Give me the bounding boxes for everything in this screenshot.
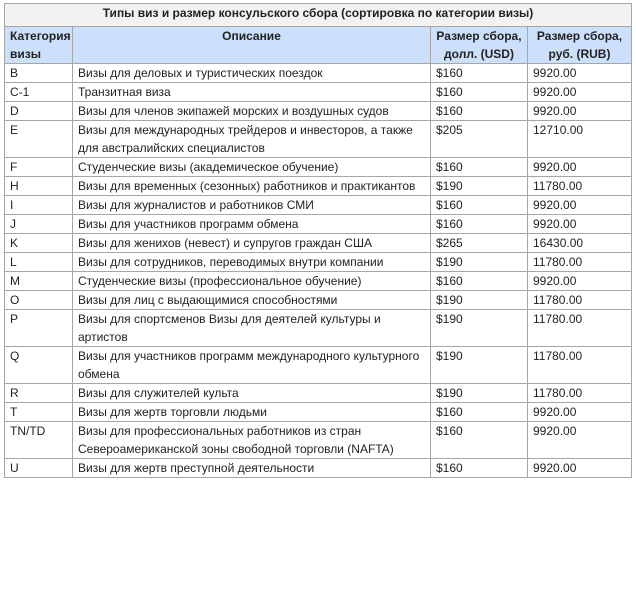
cell-description: Визы для журналистов и работников СМИ bbox=[73, 196, 431, 215]
cell-fee-usd: $160 bbox=[431, 64, 528, 83]
table-row bbox=[5, 234, 632, 253]
cell-category: K bbox=[5, 234, 73, 253]
cell-category: TN/TD bbox=[5, 422, 73, 459]
cell-category: U bbox=[5, 459, 73, 478]
cell-category: R bbox=[5, 384, 73, 403]
cell-fee-rub: 11780.00 bbox=[528, 310, 632, 347]
cell-fee-usd: $160 bbox=[431, 102, 528, 121]
cell-fee-rub: 9920.00 bbox=[528, 158, 632, 177]
cell-fee-usd: $205 bbox=[431, 121, 528, 158]
table-row bbox=[5, 102, 632, 121]
table-row bbox=[5, 384, 632, 403]
cell-fee-rub: 9920.00 bbox=[528, 102, 632, 121]
cell-fee-rub: 11780.00 bbox=[528, 253, 632, 272]
cell-description: Визы для профессиональных работников из стран Североамериканской зоны свободной торговли (NAFTA) bbox=[73, 422, 431, 459]
table-row bbox=[5, 347, 632, 384]
cell-fee-usd: $160 bbox=[431, 459, 528, 478]
table-row bbox=[5, 83, 632, 102]
cell-fee-usd: $190 bbox=[431, 384, 528, 403]
cell-description: Студенческие визы (профессиональное обучение) bbox=[73, 272, 431, 291]
table-row bbox=[5, 158, 632, 177]
table-row bbox=[5, 64, 632, 83]
cell-fee-usd: $190 bbox=[431, 177, 528, 196]
cell-description: Визы для участников программ обмена bbox=[73, 215, 431, 234]
cell-fee-rub: 11780.00 bbox=[528, 291, 632, 310]
cell-category: D bbox=[5, 102, 73, 121]
cell-fee-rub: 9920.00 bbox=[528, 83, 632, 102]
cell-fee-rub: 9920.00 bbox=[528, 272, 632, 291]
cell-fee-rub: 9920.00 bbox=[528, 459, 632, 478]
table-header-row bbox=[5, 27, 632, 64]
cell-description: Визы для служителей культа bbox=[73, 384, 431, 403]
header-category: Категория визы bbox=[5, 27, 73, 64]
cell-category: T bbox=[5, 403, 73, 422]
cell-fee-usd: $160 bbox=[431, 215, 528, 234]
header-description: Описание bbox=[73, 27, 431, 64]
cell-category: P bbox=[5, 310, 73, 347]
cell-fee-usd: $160 bbox=[431, 83, 528, 102]
cell-fee-usd: $265 bbox=[431, 234, 528, 253]
cell-description: Визы для лиц с выдающимися способностями bbox=[73, 291, 431, 310]
cell-description: Транзитная виза bbox=[73, 83, 431, 102]
header-fee-rub: Размер сбора, руб. (RUB) bbox=[528, 27, 632, 64]
cell-description: Визы для жертв преступной деятельности bbox=[73, 459, 431, 478]
cell-category: E bbox=[5, 121, 73, 158]
cell-fee-rub: 11780.00 bbox=[528, 177, 632, 196]
cell-description: Визы для временных (сезонных) работников и практикантов bbox=[73, 177, 431, 196]
table-row bbox=[5, 196, 632, 215]
cell-fee-usd: $160 bbox=[431, 196, 528, 215]
table-row bbox=[5, 291, 632, 310]
table-row bbox=[5, 310, 632, 347]
cell-fee-usd: $190 bbox=[431, 347, 528, 384]
cell-fee-rub: 9920.00 bbox=[528, 403, 632, 422]
cell-fee-rub: 9920.00 bbox=[528, 215, 632, 234]
cell-fee-usd: $190 bbox=[431, 310, 528, 347]
cell-description: Визы для жертв торговли людьми bbox=[73, 403, 431, 422]
table-caption-row bbox=[5, 4, 632, 27]
cell-category: F bbox=[5, 158, 73, 177]
cell-category: B bbox=[5, 64, 73, 83]
cell-category: J bbox=[5, 215, 73, 234]
cell-fee-rub: 11780.00 bbox=[528, 347, 632, 384]
cell-fee-usd: $190 bbox=[431, 253, 528, 272]
visa-fee-table bbox=[4, 3, 632, 478]
cell-category: O bbox=[5, 291, 73, 310]
cell-fee-usd: $160 bbox=[431, 272, 528, 291]
table-row bbox=[5, 272, 632, 291]
cell-fee-rub: 9920.00 bbox=[528, 422, 632, 459]
cell-description: Визы для спортсменов Визы для деятелей культуры и артистов bbox=[73, 310, 431, 347]
cell-fee-usd: $160 bbox=[431, 158, 528, 177]
cell-fee-usd: $190 bbox=[431, 291, 528, 310]
table-row bbox=[5, 121, 632, 158]
table-row bbox=[5, 253, 632, 272]
table-row bbox=[5, 215, 632, 234]
cell-fee-usd: $160 bbox=[431, 403, 528, 422]
cell-description: Визы для участников программ международного культурного обмена bbox=[73, 347, 431, 384]
table-caption: Типы виз и размер консульского сбора (сортировка по категории визы) bbox=[5, 4, 632, 27]
cell-fee-usd: $160 bbox=[431, 422, 528, 459]
cell-category: Q bbox=[5, 347, 73, 384]
cell-fee-rub: 11780.00 bbox=[528, 384, 632, 403]
table-row bbox=[5, 422, 632, 459]
cell-description: Визы для сотрудников, переводимых внутри компании bbox=[73, 253, 431, 272]
table-row bbox=[5, 459, 632, 478]
cell-fee-rub: 16430.00 bbox=[528, 234, 632, 253]
table-row bbox=[5, 177, 632, 196]
cell-category: H bbox=[5, 177, 73, 196]
cell-category: M bbox=[5, 272, 73, 291]
cell-description: Студенческие визы (академическое обучение) bbox=[73, 158, 431, 177]
header-fee-usd: Размер сбора, долл. (USD) bbox=[431, 27, 528, 64]
cell-fee-rub: 9920.00 bbox=[528, 64, 632, 83]
cell-description: Визы для деловых и туристических поездок bbox=[73, 64, 431, 83]
table-row bbox=[5, 403, 632, 422]
cell-category: I bbox=[5, 196, 73, 215]
cell-description: Визы для женихов (невест) и супругов граждан США bbox=[73, 234, 431, 253]
cell-description: Визы для международных трейдеров и инвесторов, а также для австралийских специалистов bbox=[73, 121, 431, 158]
cell-category: L bbox=[5, 253, 73, 272]
cell-fee-rub: 12710.00 bbox=[528, 121, 632, 158]
cell-description: Визы для членов экипажей морских и воздушных судов bbox=[73, 102, 431, 121]
cell-category: C-1 bbox=[5, 83, 73, 102]
cell-fee-rub: 9920.00 bbox=[528, 196, 632, 215]
